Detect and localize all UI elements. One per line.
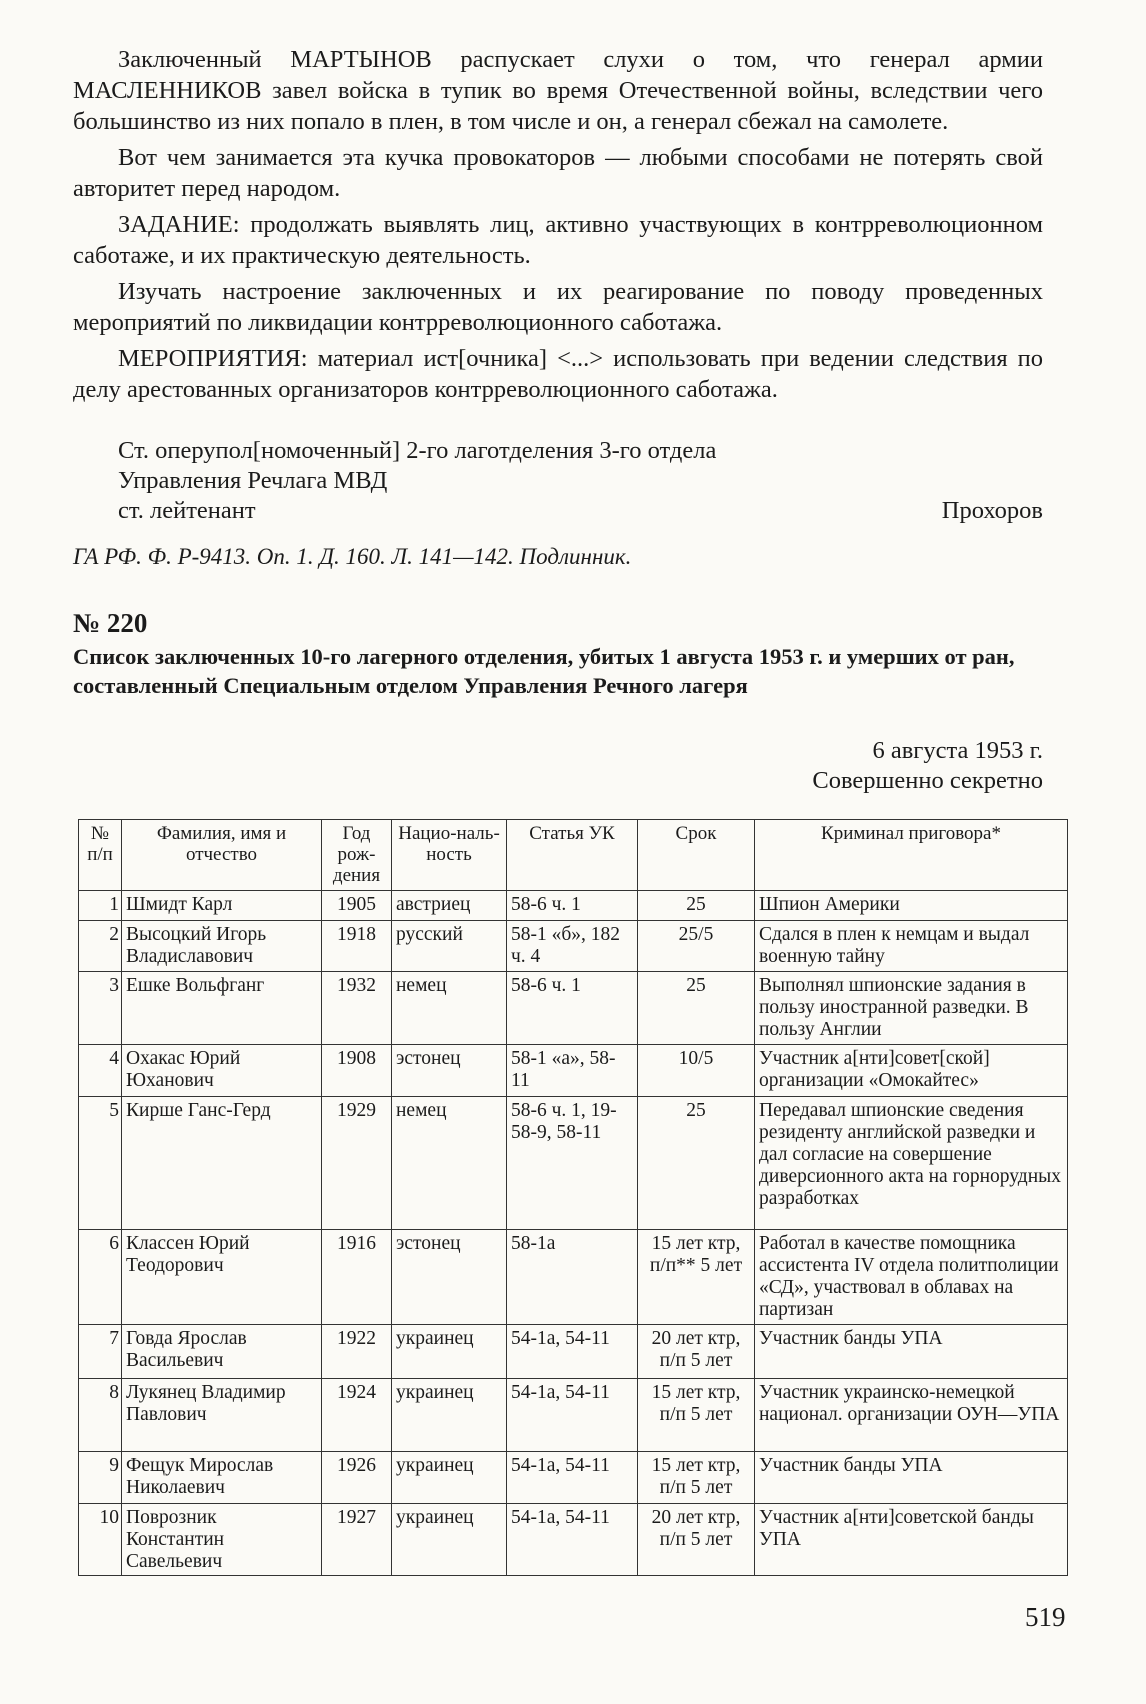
cell-row-number: 7 [79, 1325, 122, 1379]
cell-nationality: эстонец [392, 1045, 507, 1097]
cell-birth-year: 1927 [322, 1504, 392, 1576]
cell-full-name: Поврозник Константин Савельевич [122, 1504, 322, 1576]
cell-crime: Участник а[нти]совет[ской] организации «Омокайтес» [755, 1045, 1068, 1097]
cell-crime: Выполнял шпионские задания в пользу иностранной разведки. В пользу Англии [755, 972, 1068, 1045]
header-crime: Криминал приговора* [755, 820, 1068, 891]
table-row [79, 972, 1068, 1045]
cell-term: 20 лет ктр, п/п 5 лет [638, 1325, 755, 1379]
cell-row-number: 5 [79, 1097, 122, 1230]
cell-article: 58-1 «а», 58-11 [507, 1045, 638, 1097]
cell-row-number: 6 [79, 1230, 122, 1325]
classification: Совершенно секретно [812, 767, 1043, 794]
archive-source: ГА РФ. Ф. Р-9413. Оп. 1. Д. 160. Л. 141—142. Подлинник. [73, 544, 632, 569]
cell-crime: Участник украинско-немецкой национал. организации ОУН—УПА [755, 1379, 1068, 1452]
cell-article: 58-1а [507, 1230, 638, 1325]
table-row [79, 1230, 1068, 1325]
signature-department: Управления Речлага МВД [118, 467, 388, 494]
cell-full-name: Говда Ярослав Васильевич [122, 1325, 322, 1379]
document-date: 6 августа 1953 г. [872, 737, 1043, 764]
table-row [79, 1379, 1068, 1452]
cell-row-number: 10 [79, 1504, 122, 1576]
prisoners-table [78, 819, 1068, 1576]
cell-full-name: Классен Юрий Теодорович [122, 1230, 322, 1325]
header-name: Фамилия, имя и отчество [122, 820, 322, 891]
cell-term: 15 лет ктр, п/п 5 лет [638, 1452, 755, 1504]
cell-term: 15 лет ктр, п/п 5 лет [638, 1379, 755, 1452]
cell-term: 15 лет ктр, п/п** 5 лет [638, 1230, 755, 1325]
cell-birth-year: 1922 [322, 1325, 392, 1379]
cell-article: 54-1а, 54-11 [507, 1379, 638, 1452]
cell-nationality: украинец [392, 1325, 507, 1379]
cell-full-name: Шмидт Карл [122, 891, 322, 921]
cell-nationality: украинец [392, 1379, 507, 1452]
signature-position: Ст. оперупол[номоченный] 2-го лаготделения 3-го отдела [118, 437, 717, 464]
cell-nationality: украинец [392, 1452, 507, 1504]
cell-crime: Сдался в плен к немцам и выдал военную тайну [755, 921, 1068, 972]
cell-full-name: Кирше Ганс-Герд [122, 1097, 322, 1230]
cell-birth-year: 1908 [322, 1045, 392, 1097]
cell-crime: Работал в качестве помощника ассистента IV отдела политполиции «СД», участвовал в облавах на партизан [755, 1230, 1068, 1325]
paragraph: ЗАДАНИЕ: продолжать выявлять лиц, активно участвующих в контрреволюционном саботаже, и их практическую деятельность. [73, 211, 1043, 269]
cell-birth-year: 1924 [322, 1379, 392, 1452]
page-number: 519 [1025, 1602, 1066, 1632]
cell-article: 54-1а, 54-11 [507, 1325, 638, 1379]
header-article: Статья УК [507, 820, 638, 891]
cell-nationality: эстонец [392, 1230, 507, 1325]
table-row [79, 1045, 1068, 1097]
cell-birth-year: 1918 [322, 921, 392, 972]
cell-full-name: Охакас Юрий Юханович [122, 1045, 322, 1097]
cell-article: 54-1а, 54-11 [507, 1452, 638, 1504]
table-row [79, 921, 1068, 972]
cell-nationality: немец [392, 1097, 507, 1230]
table-header-row [79, 820, 1068, 891]
cell-row-number: 4 [79, 1045, 122, 1097]
cell-birth-year: 1905 [322, 891, 392, 921]
cell-row-number: 9 [79, 1452, 122, 1504]
header-nationality: Нацио-наль-ность [392, 820, 507, 891]
table-row [79, 1504, 1068, 1576]
cell-birth-year: 1929 [322, 1097, 392, 1230]
date-block [812, 736, 1043, 796]
cell-article: 58-6 ч. 1 [507, 891, 638, 921]
cell-term: 25 [638, 972, 755, 1045]
header-number: № п/п [79, 820, 122, 891]
table-row [79, 1325, 1068, 1379]
table-row [79, 1097, 1068, 1230]
cell-row-number: 3 [79, 972, 122, 1045]
cell-crime: Участник банды УПА [755, 1452, 1068, 1504]
cell-article: 58-6 ч. 1 [507, 972, 638, 1045]
cell-row-number: 2 [79, 921, 122, 972]
cell-full-name: Высоцкий Игорь Владиславович [122, 921, 322, 972]
cell-birth-year: 1916 [322, 1230, 392, 1325]
paragraph: МЕРОПРИЯТИЯ: материал ист[очника] <...> использовать при ведении следствия по делу арестованных организаторов контрреволюционного саботажа. [73, 345, 1043, 403]
paragraph: Изучать настроение заключенных и их реагирование по поводу проведенных мероприятий по ликвидации контрреволюционного саботажа. [73, 278, 1043, 336]
document-title: Список заключенных 10-го лагерного отделения, убитых 1 августа 1953 г. и умерших от ран, составленный Специальным отделом Управления Речного лагеря [73, 644, 1015, 698]
cell-crime: Шпион Америки [755, 891, 1068, 921]
cell-full-name: Лукянец Владимир Павлович [122, 1379, 322, 1452]
cell-full-name: Ешке Вольфганг [122, 972, 322, 1045]
body-text [73, 44, 1043, 405]
cell-term: 10/5 [638, 1045, 755, 1097]
header-term: Срок [638, 820, 755, 891]
cell-nationality: австриец [392, 891, 507, 921]
signature-block [118, 436, 1043, 526]
signature-name: Прохоров [941, 497, 1043, 524]
cell-crime: Передавал шпионские сведения резиденту английской разведки и дал согласие на совершение диверсионного акта на горнорудных разработках [755, 1097, 1068, 1230]
cell-article: 58-1 «б», 182 ч. 4 [507, 921, 638, 972]
header-birth-year: Год рож-дения [322, 820, 392, 891]
table-row [79, 891, 1068, 921]
cell-crime: Участник а[нти]советской банды УПА [755, 1504, 1068, 1576]
cell-term: 25 [638, 1097, 755, 1230]
cell-article: 54-1а, 54-11 [507, 1504, 638, 1576]
cell-nationality: русский [392, 921, 507, 972]
document-number: № 220 [73, 608, 148, 638]
paragraph: Вот чем занимается эта кучка провокаторов — любыми способами не потерять свой авторитет перед народом. [73, 144, 1043, 202]
cell-birth-year: 1932 [322, 972, 392, 1045]
paragraph: Заключенный МАРТЫНОВ распускает слухи о том, что генерал армии МАСЛЕННИКОВ завел войска в тупик во время Отечественной войны, вследствии чего большинство из них попало в плен, в том числе и он, а генерал сбежал на самолете. [73, 46, 1043, 135]
cell-term: 20 лет ктр, п/п 5 лет [638, 1504, 755, 1576]
signature-rank: ст. лейтенант [118, 497, 256, 524]
cell-term: 25 [638, 891, 755, 921]
cell-row-number: 8 [79, 1379, 122, 1452]
cell-full-name: Фещук Мирослав Николаевич [122, 1452, 322, 1504]
cell-nationality: немец [392, 972, 507, 1045]
cell-birth-year: 1926 [322, 1452, 392, 1504]
cell-term: 25/5 [638, 921, 755, 972]
cell-row-number: 1 [79, 891, 122, 921]
cell-crime: Участник банды УПА [755, 1325, 1068, 1379]
cell-nationality: украинец [392, 1504, 507, 1576]
table-row [79, 1452, 1068, 1504]
cell-article: 58-6 ч. 1, 19-58-9, 58-11 [507, 1097, 638, 1230]
